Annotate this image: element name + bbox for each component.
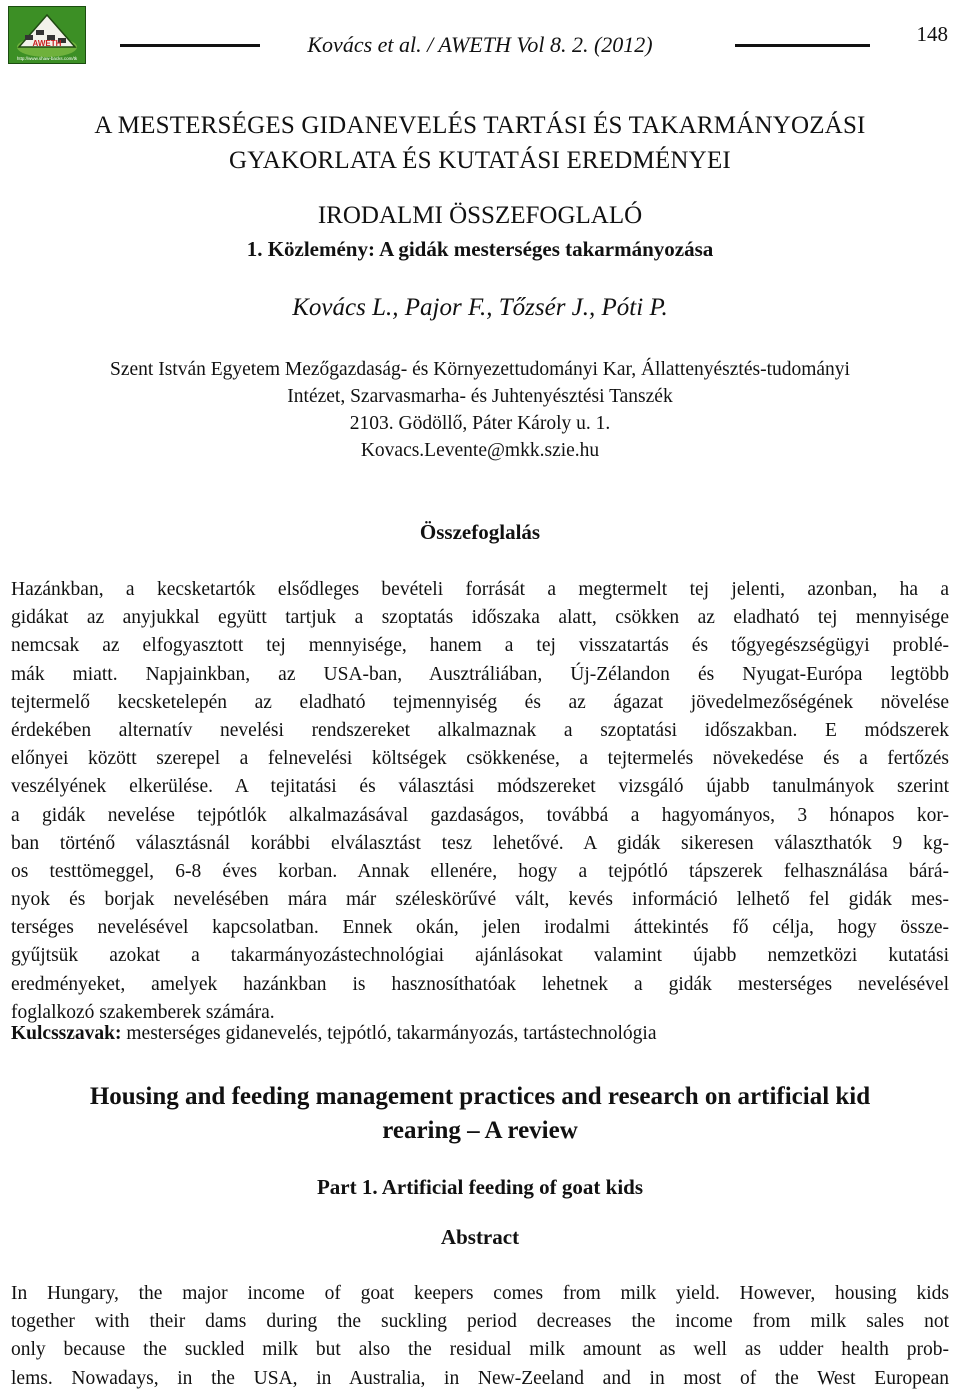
keywords: [11, 1020, 949, 1048]
abstract-line: gidákat az anyjukkal együtt tartjuk a szoptatás időszaka alatt, csökken az eladható tej mennyisége: [11, 607, 949, 629]
part-title-hu: 1. Közlemény: A gidák mesterséges takarmányozása: [246, 237, 714, 261]
abstract-heading-hu: Összefoglalás: [419, 520, 541, 544]
affiliation-line: Intézet, Szarvasmarha- és Juhtenyésztési Tanszék: [287, 386, 673, 407]
abstract-line: nyok és borjak nevelésében mára már széleskörűvé vált, kevés információ lelhető fel gidák mes-: [11, 889, 949, 911]
affiliation: [0, 356, 960, 464]
title-line: GYAKORLATA ÉS KUTATÁSI EREDMÉNYEI: [229, 147, 731, 174]
abstract-line: a gidák nevelése tejpótlók alkalmazásával gazdaságos, továbbá a hagyományos, 3 hónapos kor-: [11, 804, 949, 826]
abstract-line: only because the suckled milk but also the residual milk amount as well as udder health prob-: [11, 1339, 949, 1361]
paper-title-en: [0, 1080, 960, 1148]
abstract-line: veszélyének elkerülése. A tejitatási és választási módszereket vizsgáló újabb tanulmányok szerint: [11, 776, 949, 798]
keywords-list: mesterséges gidanevelés, tejpótló, takarmányozás, tartástechnológia: [121, 1023, 657, 1044]
abstract-heading-en: Abstract: [440, 1225, 520, 1249]
abstract-line: eredményeket, amelyek hazánkban is hasznosíthatóak lehetnek a gidák mesterséges nevelésével: [11, 973, 949, 995]
authors: Kovács L., Pajor F., Tőzsér J., Póti P.: [292, 294, 668, 321]
part-title-en: Part 1. Artificial feeding of goat kids: [316, 1175, 644, 1199]
title-line: A MESTERSÉGES GIDANEVELÉS TARTÁSI ÉS TAKARMÁNYOZÁSI: [94, 112, 866, 139]
abstract-line: foglalkozó szakemberek számára.: [11, 1001, 275, 1023]
paper-title-hu: [0, 108, 960, 178]
title-line: rearing – A review: [382, 1117, 578, 1144]
page-number: 148: [916, 22, 948, 46]
review-label: IRODALMI ÖSSZEFOGLALÓ: [317, 202, 643, 229]
abstract-line: tejtermelő kecsketelepén az eladható tejmennyiség és az ágazat jövedelmezőségének növelése: [11, 691, 949, 713]
abstract-line: Hazánkban, a kecsketartók elsődleges bevételi forrását a megtermelt tej jelenti, azonban, ha a: [11, 579, 949, 600]
abstract-line: előnyei között szerepel a felnevelési költségek csökkenése, a tejtermelés növekedése és a fertőzés: [11, 748, 949, 770]
abstract-en: [11, 1280, 949, 1393]
running-head: Kovács et al. / AWETH Vol 8. 2. (2012): [307, 32, 653, 57]
abstract-line: nemcsak az elfogyasztott tej mennyisége, hanem a tej visszatartás és tőgyegészségügyi problé-: [11, 635, 949, 657]
abstract-line: os testtömeggel, 6-8 éves korban. Annak ellenére, hogy a tejpótló tápszerek felhasználása bárá-: [11, 860, 949, 882]
abstract-line: mák miatt. Napjainkban, az USA-ban, Ausztráliában, Új-Zélandon és Nyugat-Európa legtöbb: [11, 663, 949, 685]
logo-text: AWETH: [32, 39, 62, 48]
abstract-line: ban történő választásnál korábbi elválasztást tesz lehetővé. A gidák sikeresen választhatók 9 kg-: [11, 832, 949, 854]
title-line: Housing and feeding management practices and research on artificial kid: [89, 1083, 871, 1110]
abstract-line: In Hungary, the major income of goat keepers comes from milk yield. However, housing kids: [11, 1283, 949, 1304]
email-link[interactable]: Kovacs.Levente@mkk.szie.hu: [360, 440, 600, 461]
abstract-hu: [11, 576, 949, 1027]
logo-url: http://www.shaw-backs.com/tk: [16, 56, 78, 61]
keywords-label: Kulcsszavak:: [11, 1023, 122, 1044]
abstract-line: érdekében alternatív nevelési rendszereket alkalmaznak a szoptatási időszakban. E módszerek: [11, 719, 949, 741]
abstract-line: gyűjtsük azokat a takarmányozástechnológiai ajánlásokat valamint újabb nemzetközi kutatási: [11, 945, 949, 967]
affiliation-line: Szent István Egyetem Mezőgazdaság- és Környezettudományi Kar, Állattenyésztés-tudományi: [110, 359, 850, 380]
abstract-line: terséges nevelésével kapcsolatban. Ennek okán, jelen irodalmi áttekintés fő célja, hogy össze-: [11, 917, 949, 939]
abstract-line: together with their dams during the suckling period decreases the income from milk sales not: [11, 1311, 949, 1333]
keywords-line: [11, 1020, 949, 1048]
affiliation-line: 2103. Gödöllő, Páter Károly u. 1.: [349, 413, 611, 434]
abstract-line: lems. Nowadays, in the USA, in Australia, in New-Zeeland and in most of the West European: [11, 1367, 949, 1389]
